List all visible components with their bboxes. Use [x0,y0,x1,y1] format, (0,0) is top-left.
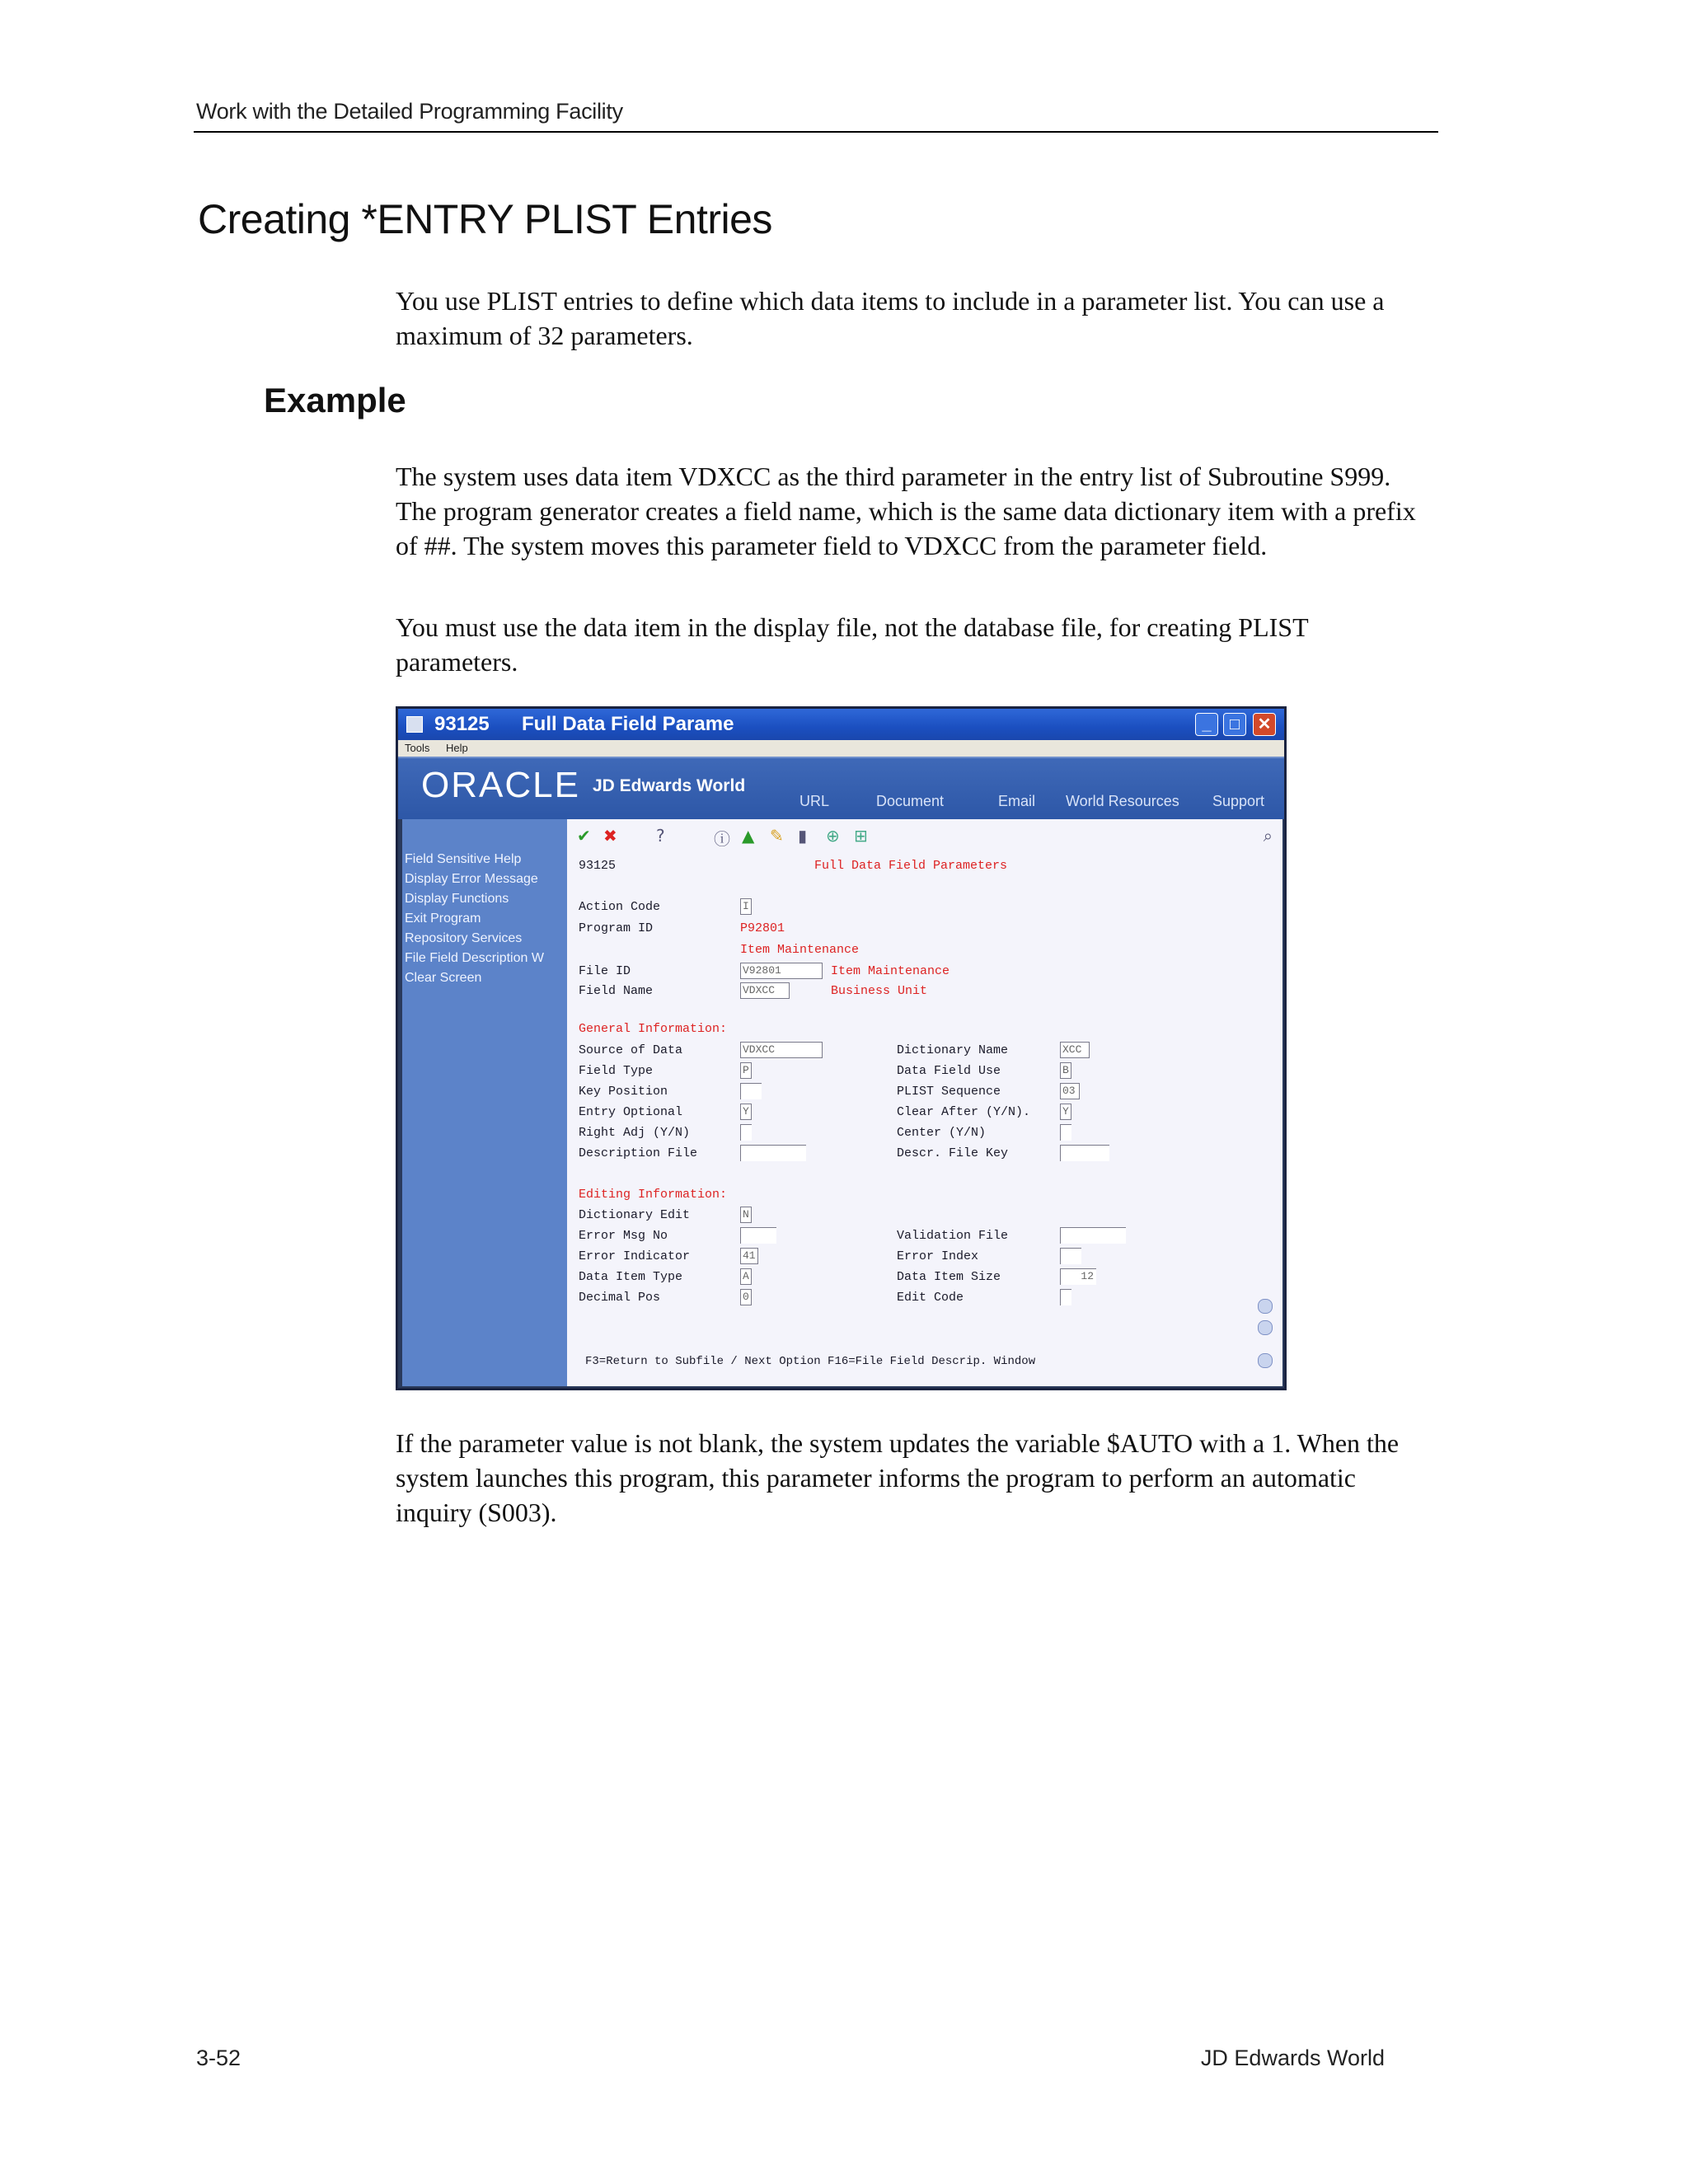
search-icon[interactable]: ⌕ [1263,826,1273,846]
window-number: 93125 [434,713,490,735]
menu-tools[interactable]: Tools [405,742,430,754]
brand-banner [398,757,1284,819]
key-position-field[interactable] [740,1083,762,1099]
field-name-label: Field Name [579,984,654,998]
closing-paragraph: If the parameter value is not blank, the system updates the variable $AUTO with a 1. When the system launches this program, this parameter informs the program to perform an automatic inquiry (S003). [396,1428,1400,1527]
window-app-icon [406,716,423,733]
decimal-pos-label: Decimal Pos [579,1291,661,1305]
validation-file-field[interactable] [1060,1227,1126,1244]
zoom-out-icon[interactable] [1258,1320,1273,1335]
up-icon[interactable]: ▲ [742,826,755,846]
oracle-logo: ORACLE [421,765,580,805]
file-id-field[interactable]: V92801 [740,963,823,979]
description-file-label: Description File [579,1146,698,1160]
sidebar-item-field-help[interactable]: Field Sensitive Help [405,852,522,866]
sidebar-item-file-field[interactable]: File Field Description W [405,951,544,965]
magnifier-icon[interactable] [1258,1353,1273,1368]
close-icon[interactable]: ✕ [1253,713,1276,736]
delete-icon[interactable]: ▮ [798,826,808,846]
field-name-desc: Business Unit [831,984,928,998]
data-item-size-label: Data Item Size [897,1270,1001,1284]
source-of-data-field[interactable]: VDXCC [740,1042,823,1058]
form-area [567,819,1282,1386]
entry-optional-field[interactable]: Y [740,1104,752,1120]
edit-code-label: Edit Code [897,1291,964,1305]
source-of-data-label: Source of Data [579,1043,683,1057]
program-id-value: P92801 [740,921,785,935]
error-msg-no-field[interactable] [740,1227,776,1244]
sidebar-item-display-functions[interactable]: Display Functions [405,892,509,906]
sidebar-item-clear-screen[interactable]: Clear Screen [405,971,482,985]
cancel-icon[interactable]: ✖ [603,826,617,846]
clear-after-field[interactable]: Y [1060,1104,1071,1120]
general-heading: General Information: [579,1022,728,1036]
dictionary-name-field[interactable]: XCC [1060,1042,1090,1058]
running-header: Work with the Detailed Programming Facility [196,99,623,124]
error-indicator-label: Error Indicator [579,1249,691,1263]
page-number: 3-52 [196,2046,241,2070]
center-field[interactable] [1060,1124,1071,1141]
descr-file-key-field[interactable] [1060,1145,1109,1161]
right-adj-label: Right Adj (Y/N) [579,1126,691,1140]
footer-product: JD Edwards World [1200,2046,1385,2070]
nav-support[interactable]: Support [1212,793,1265,809]
maximize-icon[interactable]: □ [1223,713,1246,736]
program-id-label: Program ID [579,921,654,935]
menu-bar [398,740,1284,757]
form-title: Full Data Field Parameters [814,859,1008,873]
sidebar-item-repository[interactable]: Repository Services [405,931,523,945]
decimal-pos-field[interactable]: 0 [740,1289,752,1305]
field-type-label: Field Type [579,1064,654,1078]
nav-document[interactable]: Document [876,793,945,809]
key-position-label: Key Position [579,1085,668,1099]
field-type-field[interactable]: P [740,1062,752,1079]
file-id-label: File ID [579,964,631,978]
header-rule [194,131,1438,133]
nav-world-resources[interactable]: World Resources [1066,793,1179,809]
dictionary-edit-label: Dictionary Edit [579,1208,691,1222]
error-msg-no-label: Error Msg No [579,1229,668,1243]
dictionary-edit-field[interactable]: N [740,1207,752,1223]
window-titlebar [398,709,1284,740]
data-item-type-field[interactable]: A [740,1268,752,1285]
example-paragraph-2: You must use the data item in the display file, not the database file, for creating PLIST parameters. [396,612,1309,677]
error-index-field[interactable] [1060,1248,1081,1264]
edit-code-field[interactable] [1060,1289,1071,1305]
error-index-label: Error Index [897,1249,979,1263]
right-adj-field[interactable] [740,1124,752,1141]
intro-paragraph: You use PLIST entries to define which data items to include in a parameter list. You can use a maximum of 32 parameters. [396,286,1385,350]
sidebar [402,819,567,1386]
error-indicator-field[interactable]: 41 [740,1248,758,1264]
function-keys: F3=Return to Subfile / Next Option F16=File Field Descrip. Window [585,1355,1036,1368]
ok-icon[interactable]: ✔ [577,826,591,846]
forward-icon[interactable]: ⊕ [826,826,840,846]
center-label: Center (Y/N) [897,1126,987,1140]
file-id-desc: Item Maintenance [831,964,950,978]
validation-file-label: Validation File [897,1229,1009,1243]
sidebar-item-exit-program[interactable]: Exit Program [405,912,481,926]
zoom-in-icon[interactable] [1258,1299,1273,1314]
data-item-type-label: Data Item Type [579,1270,683,1284]
plist-sequence-label: PLIST Sequence [897,1085,1001,1099]
field-name-field[interactable]: VDXCC [740,982,790,999]
help-icon[interactable]: ? [656,826,665,846]
refresh-icon[interactable]: ⊞ [854,826,868,846]
editing-heading: Editing Information: [579,1188,728,1202]
nav-url[interactable]: URL [799,793,830,809]
data-item-size-field[interactable]: 12 [1060,1268,1096,1285]
program-number: 93125 [579,859,617,873]
nav-email[interactable]: Email [998,793,1036,809]
descr-file-key-label: Descr. File Key [897,1146,1009,1160]
data-field-use-field[interactable]: B [1060,1062,1071,1079]
example-paragraph-1: The system uses data item VDXCC as the third parameter in the entry list of Subroutine S999. The program generator creates a field name, which is the same data dictionary item with a prefix of ##. The system moves this parameter field to VDXCC from the parameter field. [396,462,1416,560]
example-heading: Example [264,381,406,419]
jde-logo-text: JD Edwards World [593,776,746,795]
action-code-field[interactable]: I [740,898,752,915]
plist-sequence-field[interactable]: 03 [1060,1083,1080,1099]
data-field-use-label: Data Field Use [897,1064,1001,1078]
description-file-field[interactable] [740,1145,806,1161]
action-code-label: Action Code [579,900,661,914]
screenshot-window [396,706,1287,1390]
program-desc: Item Maintenance [740,943,860,957]
dictionary-name-label: Dictionary Name [897,1043,1009,1057]
edit-icon[interactable]: ✎ [770,826,784,846]
window-title: Full Data Field Parame [522,713,734,735]
page-title: Creating *ENTRY PLIST Entries [198,196,772,242]
menu-help[interactable]: Help [446,742,468,754]
info-icon[interactable]: ⓘ [714,829,730,849]
sidebar-item-display-error[interactable]: Display Error Message [405,872,538,886]
clear-after-label: Clear After (Y/N). [897,1105,1031,1119]
minimize-icon[interactable]: _ [1195,713,1218,736]
entry-optional-label: Entry Optional [579,1105,683,1119]
